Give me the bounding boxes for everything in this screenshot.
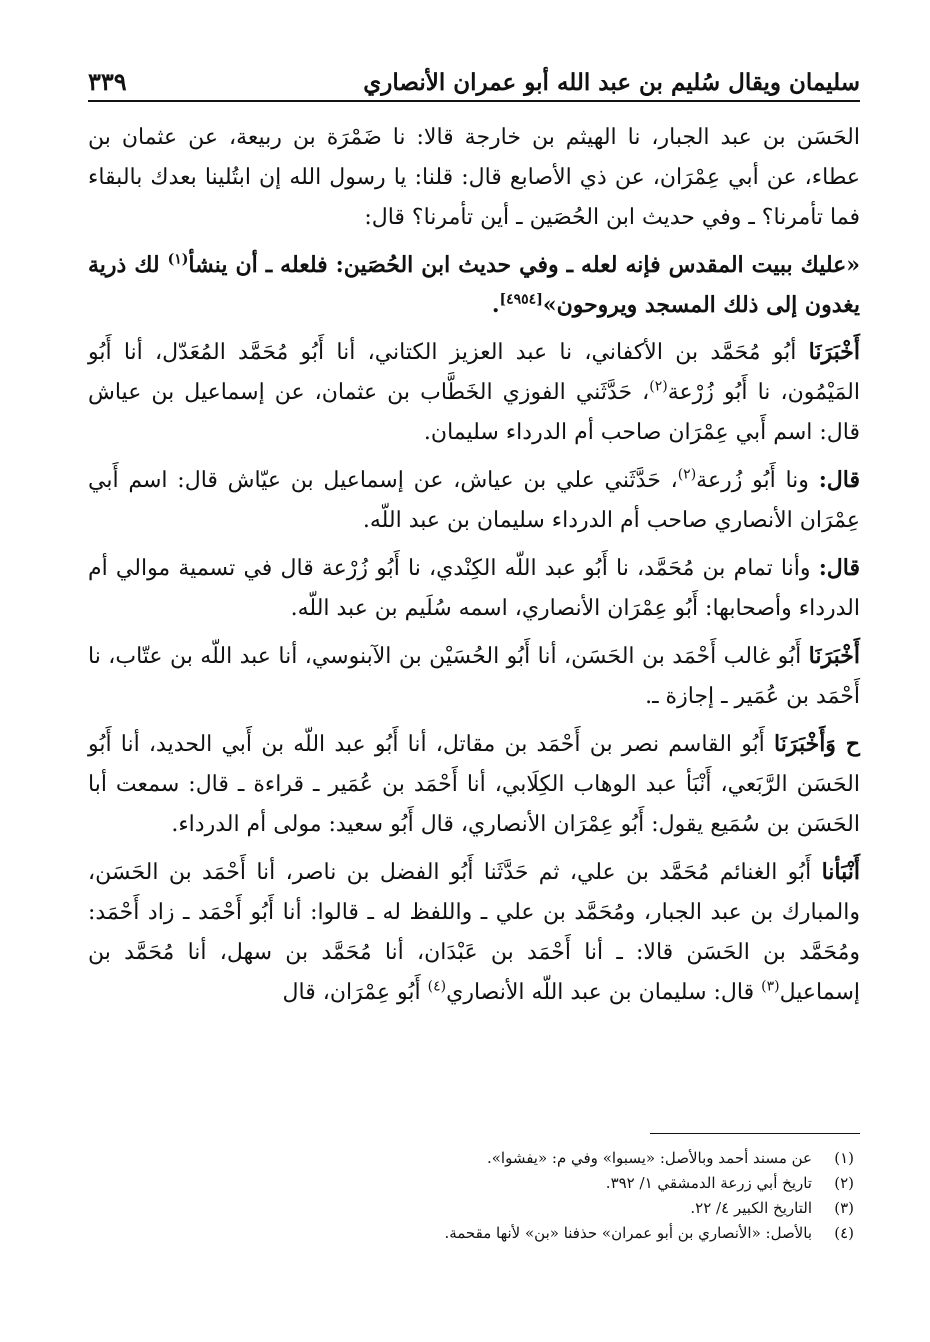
chain-keyword: ح وَأَخْبَرَنَا: [773, 731, 860, 757]
chain-keyword: أَنْبَأنا: [821, 859, 860, 885]
paragraph-text: الحَسَن بن عبد الجبار، نا الهيثم بن خارجة قالا: نا ضَمْرَة بن ربيعة، عن عثمان بن عطاء، عن أبي عِمْرَان، عن ذي الأصابع قال: قلنا: يا رسول الله إن ابتُلينا بعدك بالبقاء فما تأمرنا؟ ـ وفي حديث ابن الحُصَين ـ أين تأمرنا؟ قال:: [88, 125, 860, 230]
paragraph-text: أَبُو الغنائم مُحَمَّد بن علي، ثم حَدَّثَنا أَبُو الفضل بن ناصر، أنا أَحْمَد بن الحَسَن، والمبارك بن عبد الجبار، ومُحَمَّد بن علي ـ واللفظ له ـ قالوا: أنا أَبُو أَحْمَد ـ زاد أَحْمَد: ومُحَمَّد بن الحَسَن قالا: ـ أنا أَحْمَد بن عَبْدَان، أنا مُحَمَّد بن سهل، أنا مُحَمَّد بن إسماعيل: [88, 860, 860, 1005]
chain-keyword: أَخْبَرَنَا: [808, 339, 860, 365]
paragraph-text: «عليك ببيت المقدس فإنه لعله ـ وفي حديث ابن الحُصَين: فلعله ـ أن ينشأ: [188, 252, 861, 278]
paragraph-text-continued: لك ذرية يغدون إلى ذلك المسجد ويروحون»: [88, 252, 860, 318]
footnote-item: [88, 1146, 854, 1171]
paragraph-text-continued: ، حَدَّثَني علي بن عياش، عن إسماعيل بن عيّاش قال: اسم أَبي عِمْرَان الأنصاري صاحب أم الدرداء سليمان بن عبد اللّه.: [88, 468, 860, 533]
footnote-item: [88, 1171, 854, 1196]
paragraph-end: أَبُو عِمْرَان، قال: [282, 980, 428, 1005]
paragraph-text: أَبُو غالب أَحْمَد بن الحَسَن، أنا أَبُو الحُسَيْن بن الآبنوسي، أنا عبد اللّه بن عتّاب، نا أَحْمَد بن عُمَير ـ إجازة ـ.: [88, 644, 860, 709]
footnote-number: (٣): [834, 1199, 854, 1217]
footnote-text: بالأصل: «الأنصاري بن أبو عمران» حذفنا «بن» لأنها مقحمة.: [444, 1224, 812, 1242]
paragraph-text: أبُو مُحَمَّد بن الأكفاني، نا عبد العزيز الكتاني، أنا أَبُو مُحَمَّد المُعَدّل، أنا أَبُو المَيْمُون، نا أَبُو زُرْعة: [88, 340, 860, 405]
footnote-item: [88, 1196, 854, 1221]
page-header: [88, 56, 860, 102]
paragraph-8: [88, 852, 860, 1013]
hadith-quote: [88, 245, 860, 325]
footnote-text: تاريخ أبي زرعة الدمشقي ١/ ٣٩٢.: [605, 1174, 812, 1192]
footnote-number: (٢): [834, 1174, 854, 1192]
hadith-number: [٤٩٥٤]: [499, 291, 543, 308]
footnote-number: (٤): [834, 1224, 854, 1242]
footnote-divider: [650, 1133, 860, 1134]
paragraph-6: [88, 636, 860, 717]
footnote-marker: (٤): [427, 978, 447, 995]
running-title: سليمان ويقال سُليم بن عبد الله أبو عمران الأنصاري: [363, 69, 860, 96]
footnote-marker: (٢): [677, 466, 697, 483]
paragraph-text: أَبُو القاسم نصر بن أَحْمَد بن مقاتل، أنا أَبُو عبد اللّه بن أَبي الحديد، أنا أَبُو الحَسَن الرَّبَعي، أَنْبَأ عبد الوهاب الكِلَابي، أنا أَحْمَد بن عُمَير ـ قراءة ـ قال: سمعت أبا الحَسَن بن سُمَيع يقول: أَبُو عِمْرَان الأنصاري، قال أَبُو سعيد: مولى أم الدرداء.: [88, 732, 860, 837]
paragraph-end: .: [491, 292, 500, 318]
footnote-text: عن مسند أحمد وبالأصل: «يسبوا» وفي م: «يفشوا».: [486, 1149, 812, 1167]
footnotes: [88, 1146, 854, 1246]
paragraph-text: ونا أَبُو زُرعة: [696, 468, 819, 493]
paragraph-1: [88, 118, 860, 238]
paragraph-3: [88, 332, 860, 453]
chain-keyword: قال:: [818, 555, 861, 581]
footnote-number: (١): [834, 1149, 854, 1167]
footnote-marker: (٣): [761, 978, 780, 995]
paragraph-4: [88, 460, 860, 541]
footnote-marker: (٢): [649, 378, 668, 395]
footnote-text: التاريخ الكبير ٤/ ٢٢.: [690, 1199, 812, 1217]
main-text: [88, 118, 860, 1020]
paragraph-text: وأنا تمام بن مُحَمَّد، نا أَبُو عبد اللّه الكِنْدي، نا أَبُو زُرْعة قال في تسمية موالي أم الدرداء وأصحابها: أَبُو عِمْرَان الأنصاري، اسمه سُلَيم بن عبد اللّه.: [88, 556, 860, 621]
footnote-marker: (١): [167, 251, 189, 268]
paragraph-7: [88, 724, 860, 845]
paragraph-text-continued: ، حَدَّثَني الفوزي الخَطَّاب بن عثمان، عن إسماعيل بن عياش قال: اسم أَبي عِمْرَان صاحب أم الدرداء سليمان.: [88, 380, 860, 445]
page-number: ٣٣٩: [88, 67, 127, 96]
paragraph-5: [88, 548, 860, 629]
chain-keyword: أَخْبَرَنَا: [808, 643, 860, 669]
footnote-item: [88, 1221, 854, 1246]
chain-keyword: قال:: [818, 467, 861, 493]
paragraph-text-continued: قال: سليمان بن عبد اللّه الأنصاري: [446, 980, 762, 1005]
